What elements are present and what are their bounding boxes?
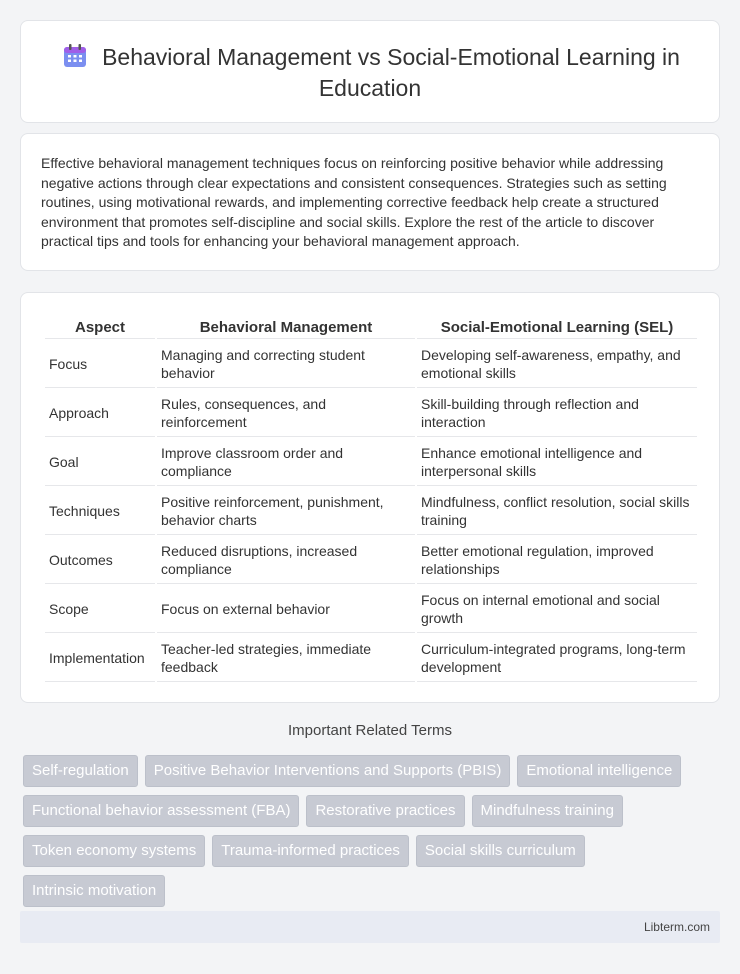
comparison-table <box>43 315 699 684</box>
cell-aspect: Implementation <box>45 635 155 682</box>
page-title-wrap <box>21 43 719 103</box>
cell-sel: Better emotional regulation, improved relationships <box>417 537 697 584</box>
cell-sel: Skill-building through reflection and interaction <box>417 390 697 437</box>
cell-behavioral: Positive reinforcement, punishment, behavior charts <box>157 488 415 535</box>
footer-bar <box>20 911 720 943</box>
cell-aspect: Techniques <box>45 488 155 535</box>
footer-brand-link[interactable]: Libterm.com <box>643 920 710 934</box>
related-term-tag[interactable]: Self-regulation <box>23 755 138 787</box>
cell-sel: Focus on internal emotional and social growth <box>417 586 697 633</box>
related-term-tag[interactable]: Restorative practices <box>306 795 464 827</box>
cell-aspect: Goal <box>45 439 155 486</box>
cell-aspect: Outcomes <box>45 537 155 584</box>
comparison-card <box>20 292 720 703</box>
related-term-tag[interactable]: Intrinsic motivation <box>23 875 165 907</box>
cell-aspect: Approach <box>45 390 155 437</box>
table-row <box>45 341 697 388</box>
header-sel: Social-Emotional Learning (SEL) <box>417 317 697 339</box>
intro-card <box>20 133 720 271</box>
cell-sel: Enhance emotional intelligence and interpersonal skills <box>417 439 697 486</box>
header-aspect: Aspect <box>45 317 155 339</box>
header-card <box>20 20 720 123</box>
cell-sel: Mindfulness, conflict resolution, social skills training <box>417 488 697 535</box>
table-row <box>45 586 697 633</box>
page-title: Behavioral Management vs Social-Emotional Learning in Education <box>102 44 680 101</box>
related-term-tag[interactable]: Functional behavior assessment (FBA) <box>23 795 299 827</box>
table-row <box>45 439 697 486</box>
related-term-tag[interactable]: Emotional intelligence <box>517 755 681 787</box>
related-term-tag[interactable]: Social skills curriculum <box>416 835 585 867</box>
table-row <box>45 390 697 437</box>
cell-behavioral: Focus on external behavior <box>157 586 415 633</box>
cell-aspect: Scope <box>45 586 155 633</box>
cell-behavioral: Rules, consequences, and reinforcement <box>157 390 415 437</box>
cell-sel: Curriculum-integrated programs, long-term development <box>417 635 697 682</box>
related-terms-heading: Important Related Terms <box>288 722 452 739</box>
header-behavioral: Behavioral Management <box>157 317 415 339</box>
table-row <box>45 635 697 682</box>
calendar-icon <box>60 41 90 71</box>
cell-behavioral: Managing and correcting student behavior <box>157 341 415 388</box>
cell-behavioral: Improve classroom order and compliance <box>157 439 415 486</box>
table-row <box>45 488 697 535</box>
related-term-tag[interactable]: Positive Behavior Interventions and Supports (PBIS) <box>145 755 511 787</box>
cell-sel: Developing self-awareness, empathy, and emotional skills <box>417 341 697 388</box>
cell-behavioral: Teacher-led strategies, immediate feedback <box>157 635 415 682</box>
related-terms-list <box>23 755 723 915</box>
related-term-tag[interactable]: Token economy systems <box>23 835 205 867</box>
table-row <box>45 537 697 584</box>
related-term-tag[interactable]: Trauma-informed practices <box>212 835 409 867</box>
intro-paragraph: Effective behavioral management techniques focus on reinforcing positive behavior while addressing negative actions through clear expectations and consistent consequences. Strategies such as setting routines, using motivational rewards, and implementing corrective feedback help create a structured environment that promotes self-discipline and social skills. Explore the rest of the article to discover practical tips and tools for enhancing your behavioral management approach. <box>41 155 667 250</box>
cell-aspect: Focus <box>45 341 155 388</box>
related-term-tag[interactable]: Mindfulness training <box>472 795 623 827</box>
table-header-row <box>45 317 697 339</box>
cell-behavioral: Reduced disruptions, increased compliance <box>157 537 415 584</box>
